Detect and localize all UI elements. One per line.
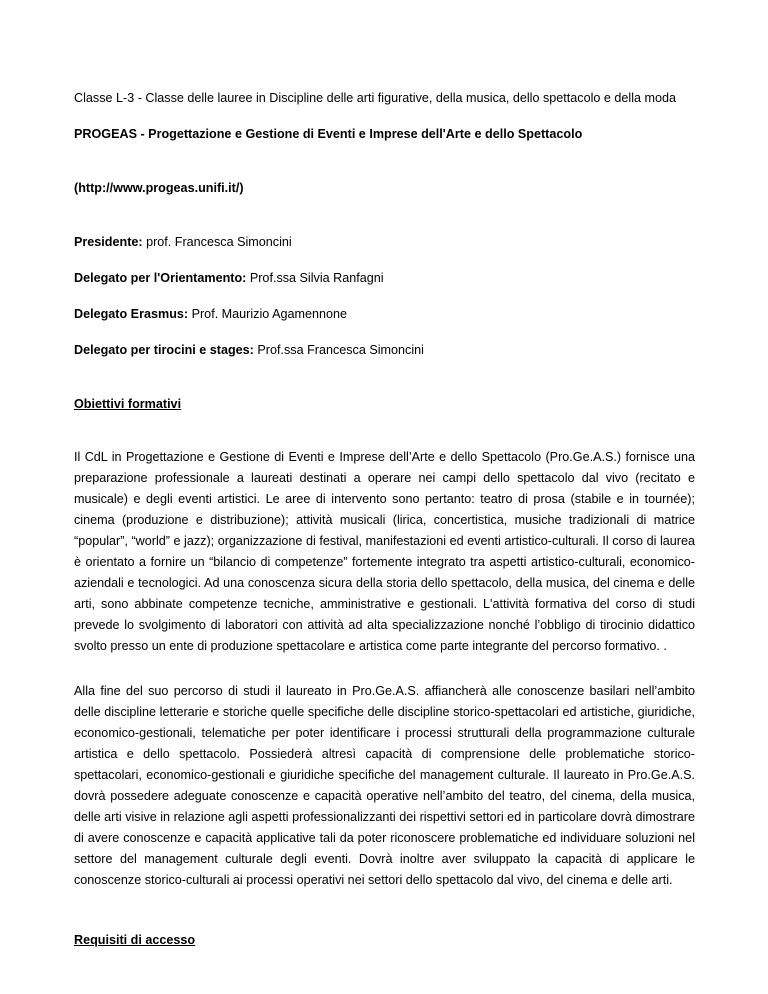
role-value: Prof.ssa Francesca Simoncini: [253, 343, 424, 357]
role-value: prof. Francesca Simoncini: [142, 235, 292, 249]
role-president: [74, 234, 694, 250]
section-heading-requirements: Requisiti di accesso: [74, 933, 196, 947]
course-url: (http://www.progeas.unifi.it/): [74, 181, 244, 195]
role-orientation: [74, 270, 694, 286]
class-line: Classe L-3 - Classe delle lauree in Discipline delle arti figurative, della musica, dello spettacolo e della moda: [74, 91, 677, 105]
section-heading-objectives: Obiettivi formativi: [74, 397, 182, 411]
role-value: Prof.ssa Silvia Ranfagni: [246, 271, 384, 285]
course-title: PROGEAS - Progettazione e Gestione di Eventi e Imprese dell'Arte e dello Spettacolo: [74, 127, 583, 141]
role-erasmus: [74, 306, 694, 322]
objectives-paragraph-2: Alla fine del suo percorso di studi il laureato in Pro.Ge.A.S. affiancherà alle conoscenze basilari nell’ambito delle discipline letterarie e storiche quelle specifiche delle discipline storico-spettacolari ed artistiche, giuridiche, economico-gestionali, telematiche per poter identificare i processi strutturali della programmazione culturale artistica e dello spettacolo. Possiederà altresì capacità di comprensione delle problematiche storico-spettacolari, economico-gestionali e giuridiche specifiche del management culturale. Il laureato in Pro.Ge.A.S. dovrà possedere adeguate conoscenze e capacità operative nell’ambito del teatro, del cinema, della musica, delle arti visive in relazione agli aspetti professionalizzanti dei rispettivi settori ed in particolare dovrà dimostrare di avere conoscenze e capacità applicative tali da poter riconoscere problematiche ed individuare soluzioni nel settore del management culturale degli eventi. Dovrà inoltre aver sviluppato la capacità di applicare le conoscenze storico-culturali ai processi operativi nei settori dello spettacolo dal vivo, del cinema e delle arti.: [74, 684, 695, 887]
role-label: Presidente:: [74, 235, 143, 249]
role-label: Delegato Erasmus:: [74, 307, 189, 321]
role-label: Delegato per l'Orientamento:: [74, 271, 247, 285]
role-value: Prof. Maurizio Agamennone: [188, 307, 348, 321]
role-label: Delegato per tirocini e stages:: [74, 343, 254, 357]
objectives-paragraph-1: Il CdL in Progettazione e Gestione di Eventi e Imprese dell’Arte e dello Spettacolo (Pro.Ge.A.S.) fornisce una preparazione professionale a laureati destinati a operare nei campi dello spettacolo dal vivo (recitato e musicale) e degli eventi artistici. Le aree di intervento sono pertanto: teatro di prosa (stabile e in tournée); cinema (produzione e distribuzione); attività musicali (lirica, concertistica, musiche tradizionali di matrice “popular”, “world” e jazz); organizzazione di festival, manifestazioni ed eventi artistico-culturali. Il corso di laurea è orientato a fornire un “bilancio di competenze” fortemente integrato tra aspetti artistico-culturali, economico-aziendali e tecnologici. Ad una conoscenza sicura della storia dello spettacolo, della musica, del cinema e delle arti, sono abbinate competenze tecniche, amministrative e gestionali. L'attività formativa del corso di studi prevede lo svolgimento di laboratori con attività ad alta specializzazione nonché l’obbligo di tirocinio didattico svolto presso un ente di produzione spettacolare e artistica come parte integrante del percorso formativo. .: [74, 450, 695, 653]
role-internships: [74, 342, 694, 358]
